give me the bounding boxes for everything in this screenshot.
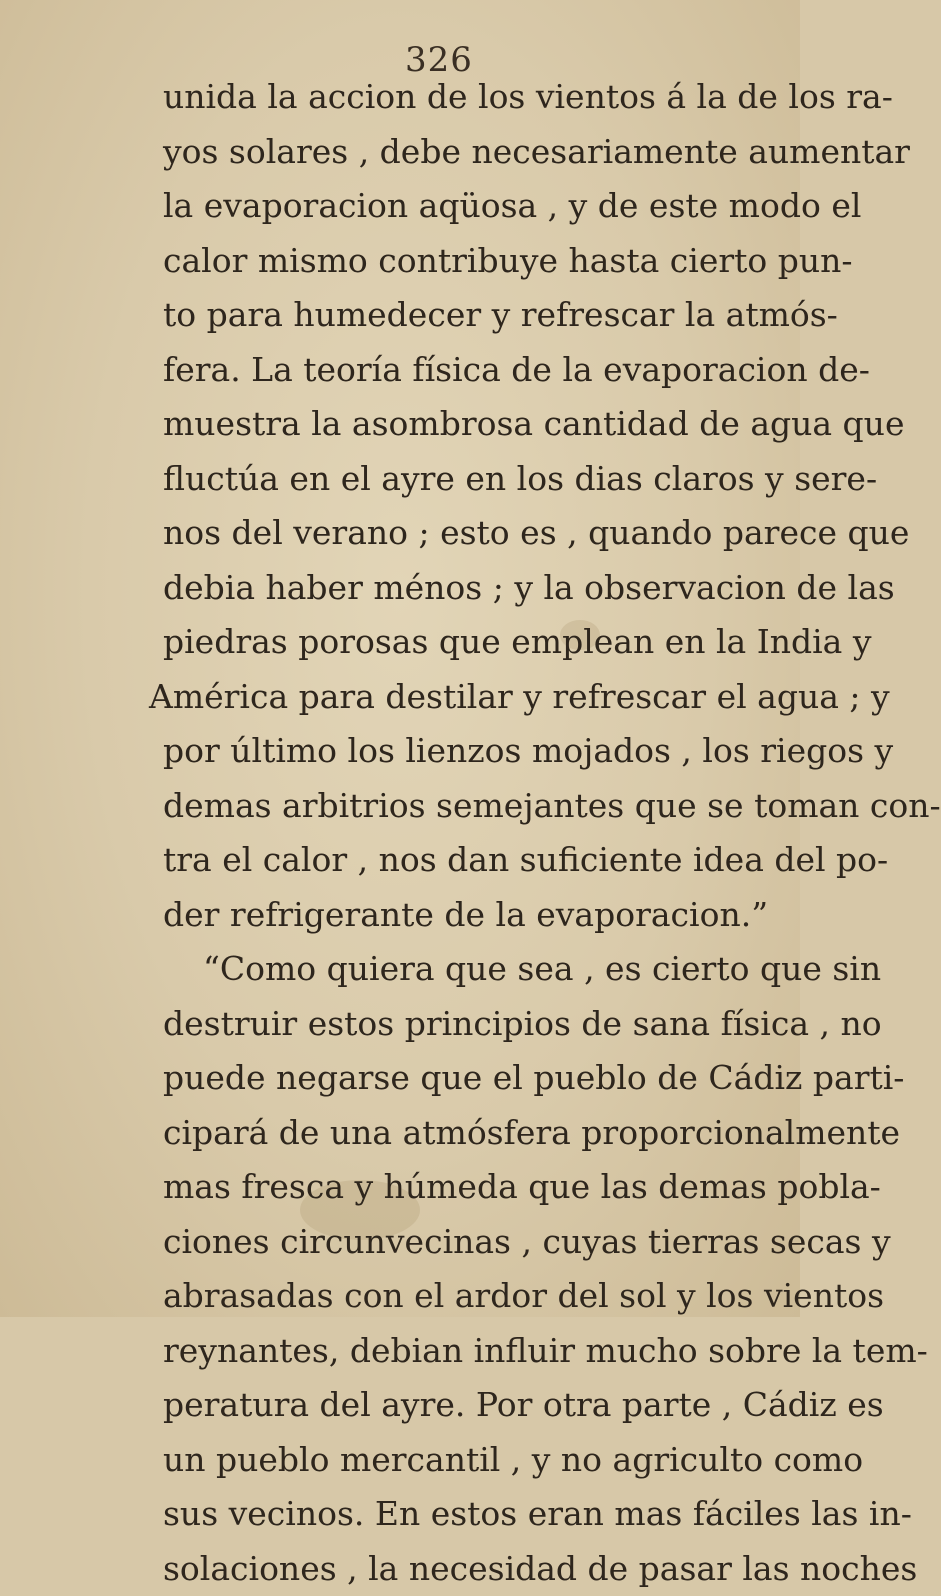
text-line: unida la accion de los vientos á la de los ra- xyxy=(163,70,783,125)
text-line: destruir estos principios de sana física , no xyxy=(163,997,783,1052)
text-line: to para humedecer y refrescar la atmós- xyxy=(163,288,783,343)
text-line: “Como quiera que sea , es cierto que sin xyxy=(163,942,783,997)
text-line: cipará de una atmósfera proporcionalmente xyxy=(163,1106,783,1161)
text-line: por último los lienzos mojados , los riegos y xyxy=(163,724,783,779)
text-line: yos solares , debe necesariamente aumentar xyxy=(163,125,783,180)
text-line: fluctúa en el ayre en los dias claros y sere- xyxy=(163,452,783,507)
text-line: abrasadas con el ardor del sol y los vientos xyxy=(163,1269,783,1324)
text-line: demas arbitrios semejantes que se toman con- xyxy=(163,779,783,834)
text-line: debia haber ménos ; y la observacion de las xyxy=(163,561,783,616)
text-line: calor mismo contribuye hasta cierto pun- xyxy=(163,234,783,289)
text-line: tra el calor , nos dan suficiente idea del po- xyxy=(163,833,783,888)
text-line: un pueblo mercantil , y no agriculto como xyxy=(163,1433,783,1488)
page-number: 326 xyxy=(0,40,800,80)
text-line: solaciones , la necesidad de pasar las noches xyxy=(163,1542,783,1596)
text-line: América para destilar y refrescar el agua ; y xyxy=(149,670,783,725)
text-line: fera. La teoría física de la evaporacion de- xyxy=(163,343,783,398)
text-line: nos del verano ; esto es , quando parece que xyxy=(163,506,783,561)
text-line: puede negarse que el pueblo de Cádiz parti- xyxy=(163,1051,783,1106)
text-line: peratura del ayre. Por otra parte , Cádiz es xyxy=(163,1378,783,1433)
text-line: reynantes, debian influir mucho sobre la tem- xyxy=(163,1324,783,1379)
text-line: ciones circunvecinas , cuyas tierras secas y xyxy=(163,1215,783,1270)
text-line: sus vecinos. En estos eran mas fáciles las in- xyxy=(163,1487,783,1542)
body-text xyxy=(163,70,783,1596)
text-line: muestra la asombrosa cantidad de agua que xyxy=(163,397,783,452)
text-line: mas fresca y húmeda que las demas pobla- xyxy=(163,1160,783,1215)
text-line: la evaporacion aqüosa , y de este modo el xyxy=(163,179,783,234)
text-line: der refrigerante de la evaporacion.” xyxy=(163,888,783,943)
text-line: piedras porosas que emplean en la India y xyxy=(163,615,783,670)
